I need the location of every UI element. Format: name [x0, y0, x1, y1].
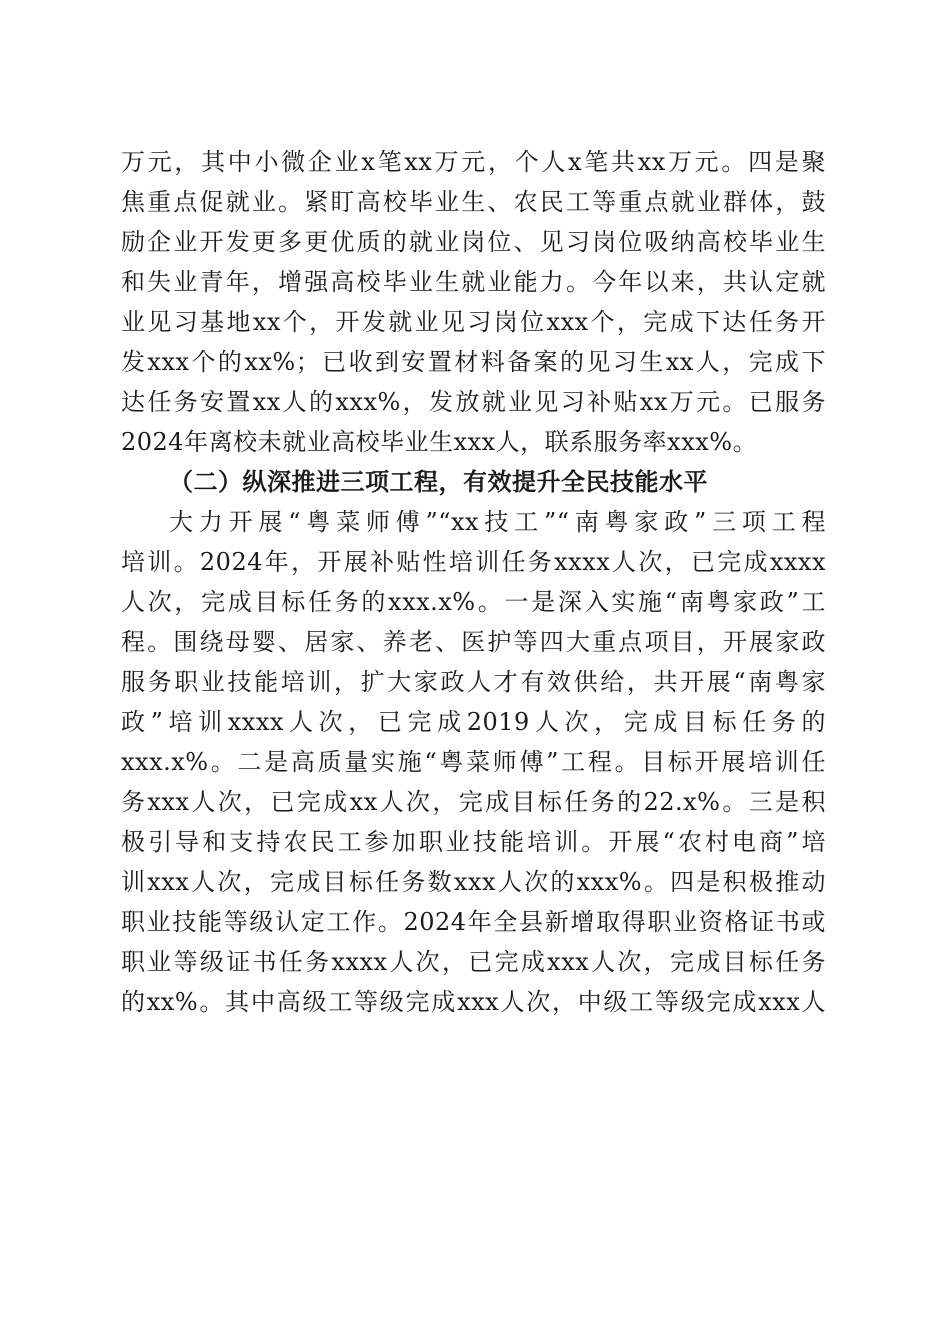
body-text [121, 142, 826, 1022]
paragraph-1-line-4: 和失业青年，增强高校毕业生就业能力。今年以来，共认定就 [121, 268, 826, 296]
paragraph-2-line-9: 极引导和支持农民工参加职业技能培训。开展“农村电商”培 [121, 828, 826, 856]
paragraph-1-line-3: 励企业开发更多更优质的就业岗位、见习岗位吸纳高校毕业生 [121, 228, 826, 256]
paragraph-2-line-1: 大力开展“粤菜师傅”“xx技工”“南粤家政”三项工程 [169, 508, 826, 536]
section-heading: （二）纵深推进三项工程，有效提升全民技能水平 [169, 467, 708, 496]
paragraph-2-line-3: 人次，完成目标任务的xxx.x%。一是深入实施“南粤家政”工 [121, 588, 826, 616]
paragraph-1-line-6: 发xxx个的xx%；已收到安置材料备案的见习生xx人，完成下 [121, 348, 826, 376]
paragraph-2-line-8: 务xxx人次，已完成xx人次，完成目标任务的22.x%。三是积 [121, 788, 826, 816]
paragraph-2-line-5: 服务职业技能培训，扩大家政人才有效供给，共开展“南粤家 [121, 668, 826, 696]
paragraph-2-line-11: 职业技能等级认定工作。2024年全县新增取得职业资格证书或 [121, 908, 826, 936]
paragraph-2-line-13: 的xx%。其中高级工等级完成xxx人次，中级工等级完成xxx人 [121, 988, 826, 1016]
paragraph-2-line-2: 培训。2024年，开展补贴性培训任务xxxx人次，已完成xxxx [121, 548, 826, 576]
paragraph-1-line-5: 业见习基地xx个，开发就业见习岗位xxx个，完成下达任务开 [121, 308, 826, 336]
paragraph-1-line-7: 达任务安置xx人的xxx%，发放就业见习补贴xx万元。已服务 [121, 388, 826, 416]
paragraph-1-line-1: 万元，其中小微企业x笔xx万元，个人x笔共xx万元。四是聚 [121, 148, 826, 176]
paragraph-2-line-4: 程。围绕母婴、居家、养老、医护等四大重点项目，开展家政 [121, 628, 826, 656]
paragraph-2-line-7: xxx.x%。二是高质量实施“粤菜师傅”工程。目标开展培训任 [121, 748, 826, 776]
paragraph-1-line-2: 焦重点促就业。紧盯高校毕业生、农民工等重点就业群体，鼓 [121, 188, 826, 216]
paragraph-2-line-12: 职业等级证书任务xxxx人次，已完成xxx人次，完成目标任务 [121, 948, 826, 976]
paragraph-2-line-10: 训xxx人次，完成目标任务数xxx人次的xxx%。四是积极推动 [121, 868, 826, 896]
paragraph-1-line-8: 2024年离校未就业高校毕业生xxx人，联系服务率xxx%。 [121, 428, 758, 456]
paragraph-2-line-6: 政”培训xxxx人次，已完成2019人次，完成目标任务的 [121, 708, 826, 736]
